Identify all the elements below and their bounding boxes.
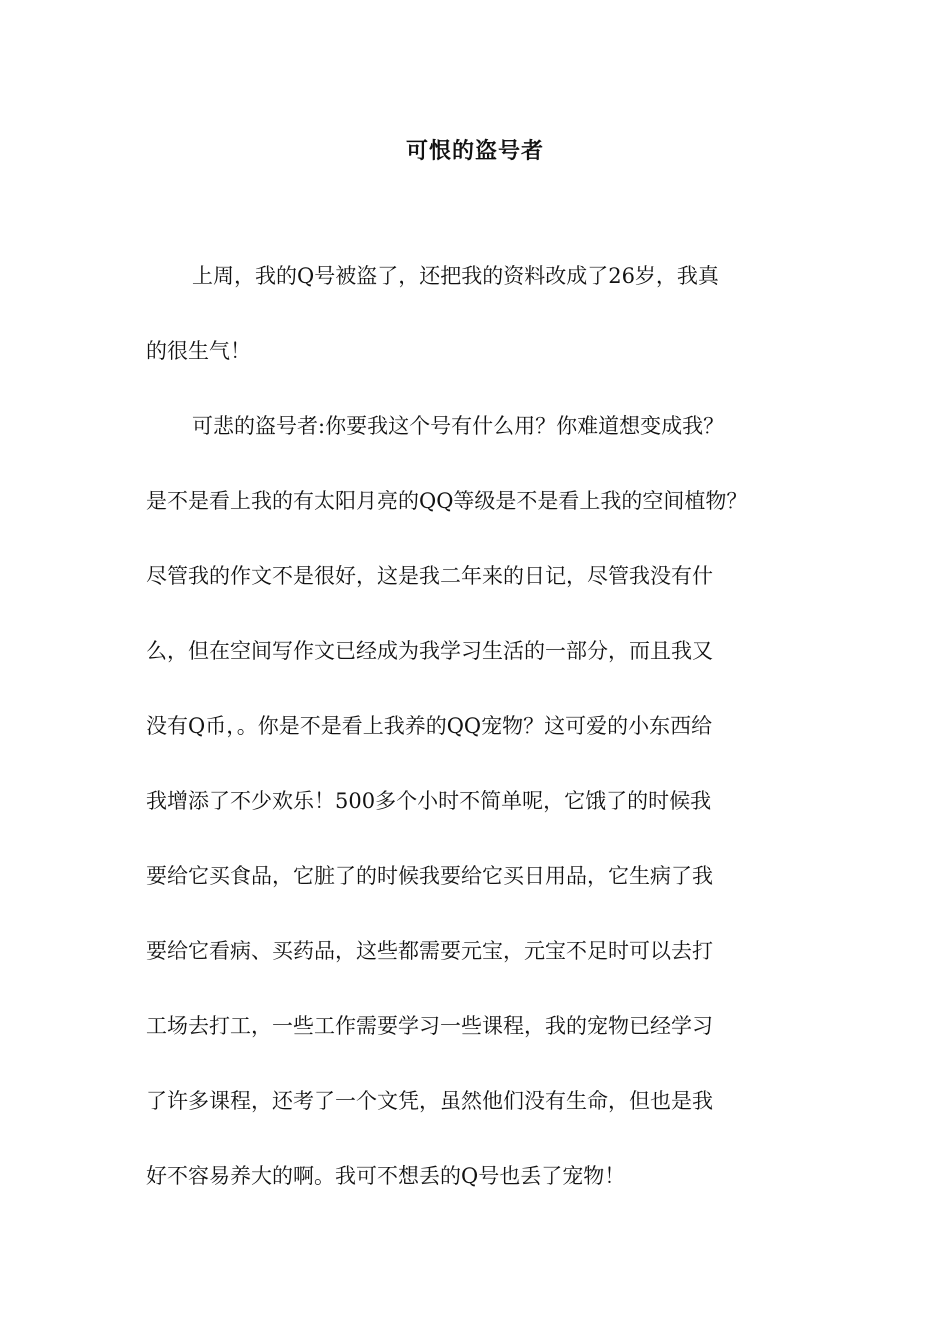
- body-line: 没有Q币，。你是不是看上我养的QQ宠物？这可爱的小东西给: [146, 714, 713, 738]
- body-line: 要给它看病、买药品，这些都需要元宝，元宝不足时可以去打: [146, 939, 713, 963]
- body-line: 要给它买食品，它脏了的时候我要给它买日用品，它生病了我: [146, 864, 713, 888]
- body-line: 上周，我的Q号被盗了，还把我的资料改成了26岁，我真: [192, 264, 719, 288]
- body-line: 好不容易养大的啊。我可不想丢的Q号也丢了宠物！: [146, 1164, 626, 1188]
- body-line: 尽管我的作文不是很好，这是我二年来的日记，尽管我没有什: [146, 564, 713, 588]
- body-line: 可悲的盗号者:你要我这个号有什么用？你难道想变成我？: [192, 414, 725, 438]
- body-line: 了许多课程，还考了一个文凭，虽然他们没有生命，但也是我: [146, 1089, 713, 1113]
- body-line: 的很生气！: [146, 339, 251, 363]
- document-title: 可恨的盗号者: [405, 139, 544, 164]
- body-line: 我增添了不少欢乐！500多个小时不简单呢，它饿了的时候我: [146, 789, 712, 813]
- body-line: 么，但在空间写作文已经成为我学习生活的一部分，而且我又: [146, 639, 713, 663]
- body-line: 工场去打工，一些工作需要学习一些课程，我的宠物已经学习: [146, 1014, 713, 1038]
- body-line: 是不是看上我的有太阳月亮的QQ等级是不是看上我的空间植物？: [146, 489, 748, 513]
